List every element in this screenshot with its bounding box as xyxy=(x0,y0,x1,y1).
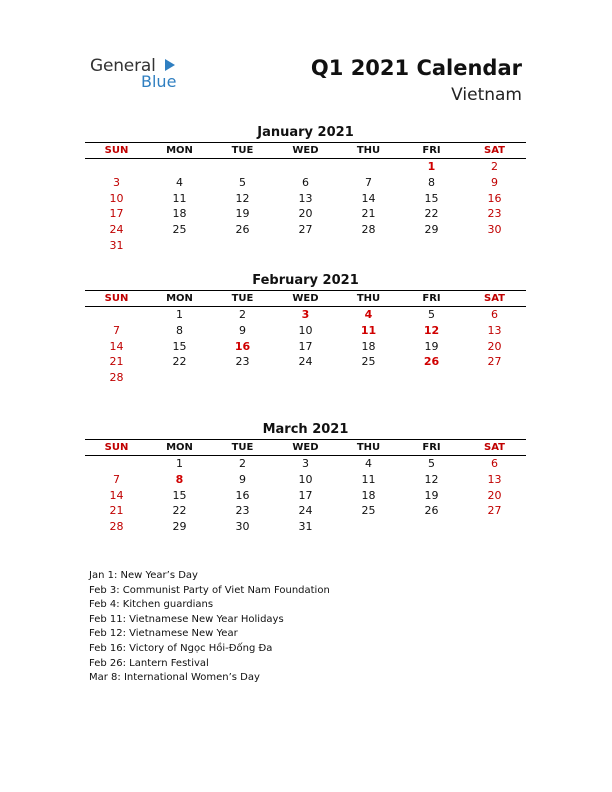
holiday-item: Feb 4: Kitchen guardians xyxy=(89,599,214,611)
weekday-header: SAT xyxy=(484,145,505,156)
weekday-header: SUN xyxy=(104,442,129,453)
day-cell: 22 xyxy=(172,504,187,518)
weekday-header: THU xyxy=(356,442,381,453)
day-cell: 28 xyxy=(109,371,124,385)
day-cell xyxy=(85,159,148,175)
day-cell: 20 xyxy=(298,207,313,221)
day-cell: 11 xyxy=(360,323,377,337)
month-january xyxy=(85,124,526,254)
page-subtitle: Vietnam xyxy=(451,85,522,105)
day-cell: 12 xyxy=(423,323,440,337)
day-cell: 28 xyxy=(361,223,376,237)
day-cell: 3 xyxy=(302,457,309,470)
month-title: February 2021 xyxy=(252,273,359,288)
day-cell xyxy=(211,159,274,175)
weekday-header: WED xyxy=(292,145,319,156)
day-cell: 8 xyxy=(175,472,184,486)
day-cell: 21 xyxy=(109,504,124,518)
day-cell: 1 xyxy=(176,308,183,321)
day-cell: 7 xyxy=(365,175,372,189)
day-cell xyxy=(337,370,400,386)
day-cell: 5 xyxy=(428,457,435,470)
day-cell: 24 xyxy=(298,355,313,369)
weekday-header: FRI xyxy=(422,293,441,304)
day-cell: 19 xyxy=(424,339,439,353)
day-cell: 18 xyxy=(361,488,376,502)
day-cell: 4 xyxy=(364,308,373,321)
week-row xyxy=(85,238,526,254)
page-title: Q1 2021 Calendar xyxy=(310,56,522,80)
day-cell: 27 xyxy=(298,223,313,237)
weekday-header: WED xyxy=(292,293,319,304)
day-cell: 17 xyxy=(298,488,313,502)
day-cell: 11 xyxy=(361,472,376,486)
day-cell: 14 xyxy=(109,339,124,353)
day-cell: 22 xyxy=(424,207,439,221)
day-cell: 23 xyxy=(235,355,250,369)
week-row xyxy=(85,339,526,355)
day-cell: 26 xyxy=(423,355,440,369)
day-cell: 9 xyxy=(491,175,498,189)
day-cell: 16 xyxy=(487,191,502,205)
day-cell xyxy=(211,238,274,254)
day-cell: 25 xyxy=(172,223,187,237)
day-cell xyxy=(274,370,337,386)
day-cell: 8 xyxy=(428,175,435,189)
day-cell xyxy=(337,519,400,535)
day-cell: 19 xyxy=(235,207,250,221)
day-cell: 31 xyxy=(109,238,124,252)
weekday-header: MON xyxy=(166,442,193,453)
day-cell: 17 xyxy=(109,207,124,221)
day-cell: 17 xyxy=(298,339,313,353)
day-cell: 29 xyxy=(172,520,187,534)
weekday-header: MON xyxy=(166,293,193,304)
weekday-header: TUE xyxy=(231,442,254,453)
day-cell xyxy=(400,519,463,535)
month-title: March 2021 xyxy=(262,422,349,437)
day-cell: 21 xyxy=(361,207,376,221)
day-cell: 15 xyxy=(424,191,439,205)
weekday-header-row xyxy=(85,142,526,159)
day-cell xyxy=(85,456,148,472)
weekday-header: SUN xyxy=(104,293,129,304)
week-row xyxy=(85,222,526,238)
week-row xyxy=(85,191,526,207)
day-cell xyxy=(337,159,400,175)
day-cell: 13 xyxy=(487,472,502,486)
day-cell: 25 xyxy=(361,355,376,369)
weekday-header: SAT xyxy=(484,442,505,453)
day-cell: 14 xyxy=(109,488,124,502)
day-cell xyxy=(211,370,274,386)
day-cell: 2 xyxy=(491,160,498,173)
week-row xyxy=(85,354,526,370)
day-cell: 5 xyxy=(428,308,435,321)
day-cell: 27 xyxy=(487,355,502,369)
day-cell: 10 xyxy=(109,191,124,205)
holiday-item: Feb 26: Lantern Festival xyxy=(89,657,209,669)
week-row xyxy=(85,370,526,386)
logo-blue-text: Blue xyxy=(141,72,177,91)
day-cell: 19 xyxy=(424,488,439,502)
day-cell: 4 xyxy=(176,175,183,189)
day-cell: 9 xyxy=(239,323,246,337)
day-cell: 26 xyxy=(424,504,439,518)
day-cell: 20 xyxy=(487,339,502,353)
week-row xyxy=(85,503,526,519)
day-cell xyxy=(463,519,526,535)
day-cell: 27 xyxy=(487,504,502,518)
day-cell: 25 xyxy=(361,504,376,518)
day-cell: 3 xyxy=(301,308,310,321)
day-cell: 20 xyxy=(487,488,502,502)
day-cell: 6 xyxy=(491,308,498,321)
day-cell: 12 xyxy=(235,191,250,205)
day-cell: 9 xyxy=(239,472,246,486)
day-cell: 4 xyxy=(365,457,372,470)
day-cell: 13 xyxy=(298,191,313,205)
day-cell: 1 xyxy=(176,457,183,470)
weekday-header-row xyxy=(85,290,526,307)
weekday-header: WED xyxy=(292,442,319,453)
day-cell: 3 xyxy=(113,175,120,189)
day-cell: 24 xyxy=(109,223,124,237)
logo xyxy=(90,56,200,96)
weekday-header: MON xyxy=(166,145,193,156)
day-cell: 30 xyxy=(487,223,502,237)
week-row xyxy=(85,159,526,175)
day-cell xyxy=(400,370,463,386)
day-cell: 10 xyxy=(298,472,313,486)
day-cell: 21 xyxy=(109,355,124,369)
day-cell: 5 xyxy=(239,175,246,189)
day-cell xyxy=(148,238,211,254)
weekday-header: SAT xyxy=(484,293,505,304)
day-cell xyxy=(274,238,337,254)
day-cell: 23 xyxy=(235,504,250,518)
week-row xyxy=(85,456,526,472)
week-row xyxy=(85,307,526,323)
day-cell: 28 xyxy=(109,520,124,534)
day-cell: 16 xyxy=(235,488,250,502)
month-february xyxy=(85,272,526,386)
weekday-header: FRI xyxy=(422,145,441,156)
day-cell: 29 xyxy=(424,223,439,237)
weekday-header: FRI xyxy=(422,442,441,453)
weekday-header: THU xyxy=(356,293,381,304)
day-cell: 6 xyxy=(491,457,498,470)
week-row xyxy=(85,519,526,535)
day-cell: 15 xyxy=(172,339,187,353)
day-cell: 10 xyxy=(298,323,313,337)
day-cell xyxy=(463,370,526,386)
day-cell: 2 xyxy=(239,308,246,321)
day-cell: 15 xyxy=(172,488,187,502)
day-cell xyxy=(400,238,463,254)
holiday-item: Mar 8: International Women’s Day xyxy=(89,672,260,684)
holiday-list xyxy=(89,569,330,686)
month-march xyxy=(85,421,526,535)
day-cell: 24 xyxy=(298,504,313,518)
day-cell: 18 xyxy=(172,207,187,221)
weekday-header: SUN xyxy=(104,145,129,156)
day-cell: 23 xyxy=(487,207,502,221)
day-cell: 31 xyxy=(298,520,313,534)
weekday-header: TUE xyxy=(231,293,254,304)
day-cell xyxy=(148,159,211,175)
day-cell: 26 xyxy=(235,223,250,237)
day-cell xyxy=(337,238,400,254)
holiday-item: Feb 16: Victory of Ngọc Hồi-Đống Đa xyxy=(89,642,273,654)
day-cell xyxy=(274,159,337,175)
day-cell: 1 xyxy=(427,160,436,173)
day-cell: 2 xyxy=(239,457,246,470)
holiday-item: Feb 12: Vietnamese New Year xyxy=(89,628,238,640)
week-row xyxy=(85,175,526,191)
day-cell: 14 xyxy=(361,191,376,205)
holiday-item: Feb 3: Communist Party of Viet Nam Foundation xyxy=(89,584,330,596)
weekday-header-row xyxy=(85,439,526,456)
day-cell: 7 xyxy=(113,323,120,337)
day-cell: 11 xyxy=(172,191,187,205)
day-cell: 18 xyxy=(361,339,376,353)
day-cell xyxy=(463,238,526,254)
week-row xyxy=(85,488,526,504)
day-cell: 22 xyxy=(172,355,187,369)
day-cell: 16 xyxy=(234,339,251,353)
weekday-header: THU xyxy=(356,145,381,156)
day-cell: 6 xyxy=(302,175,309,189)
logo-triangle-icon xyxy=(165,59,175,71)
day-cell xyxy=(85,307,148,323)
logo-general-text: General xyxy=(90,56,156,76)
holiday-item: Jan 1: New Year’s Day xyxy=(89,570,198,581)
week-row xyxy=(85,472,526,488)
month-title: January 2021 xyxy=(257,125,354,140)
day-cell: 30 xyxy=(235,520,250,534)
holiday-item: Feb 11: Vietnamese New Year Holidays xyxy=(89,613,284,625)
day-cell xyxy=(148,370,211,386)
day-cell: 8 xyxy=(176,323,183,337)
day-cell: 7 xyxy=(113,472,120,486)
day-cell: 12 xyxy=(424,472,439,486)
day-cell: 13 xyxy=(487,323,502,337)
week-row xyxy=(85,323,526,339)
weekday-header: TUE xyxy=(231,145,254,156)
week-row xyxy=(85,206,526,222)
